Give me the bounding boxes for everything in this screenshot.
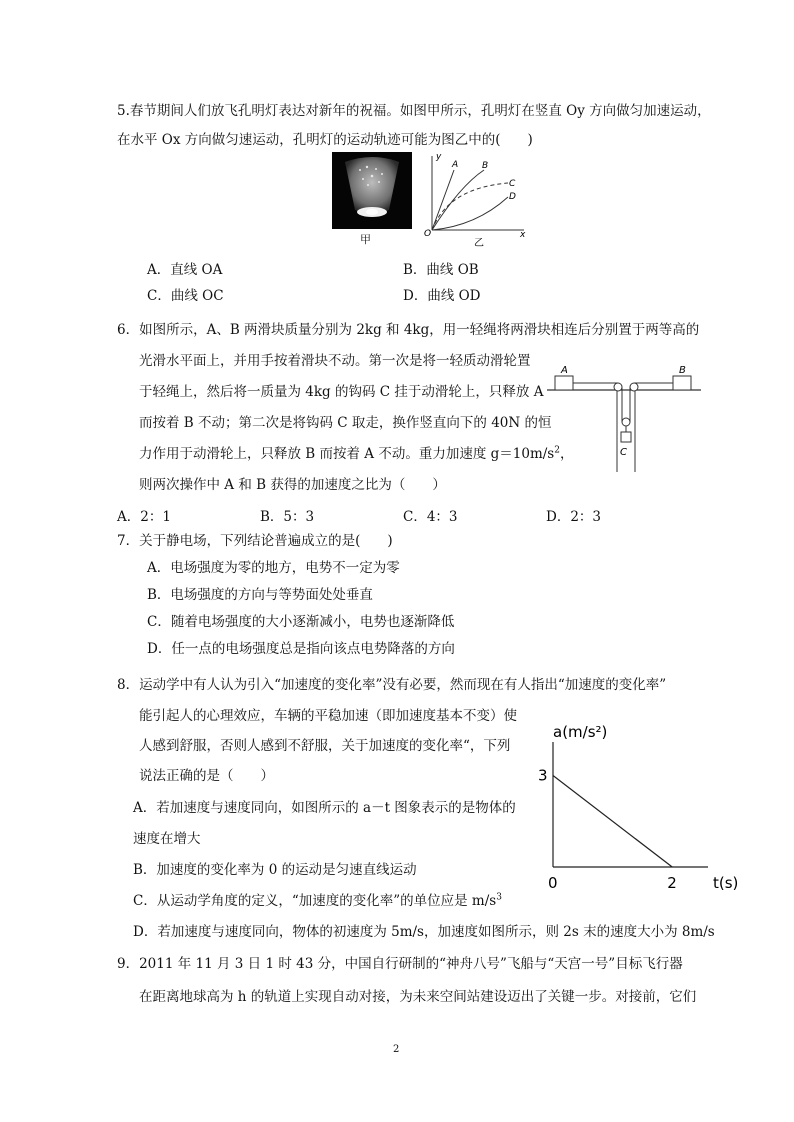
y-tick-label-0: 3 <box>538 766 548 785</box>
q7-option-c[interactable]: C．随着电场强度的大小逐渐减小，电势也逐渐降低 <box>147 614 455 630</box>
x-tick-label-1: 2 <box>667 874 677 892</box>
q6-line-1: 6．如图所示，A、B 两滑块质量分别为 2kg 和 4kg，用一轻绳将两滑块相连后分别置于两等高的 <box>117 322 700 338</box>
fig-yi-label: 乙 <box>474 238 484 249</box>
curve-b-label: B <box>482 161 489 171</box>
q5-option-a[interactable]: A．直线 OA <box>147 262 223 278</box>
q9-line-2: 在距离地球高为 h 的轨道上实现自动对接，为未来空间站建设迈出了关键一步。对接前，它们 <box>139 989 697 1005</box>
movable-pulley <box>622 418 630 426</box>
block-a-label: A <box>561 365 568 376</box>
chart-y-axis-label: a(m/s²) <box>553 723 608 741</box>
q6-line-3: 于轻绳上，然后将一质量为 4kg 的钩码 C 挂于动滑轮上，只释放 A <box>139 384 544 400</box>
trajectory-a <box>432 170 454 230</box>
fixed-pulley-left <box>614 383 622 391</box>
fig-jia-label: 甲 <box>360 233 371 246</box>
q8-option-a-line-2: 速度在增大 <box>133 831 201 847</box>
q8-line-1: 8．运动学中有人认为引入“加速度的变化率”没有必要，然而现在有人指出“加速度的变化率” <box>117 677 667 693</box>
trajectory-figure <box>418 150 530 250</box>
q6-option-d[interactable]: D．2：3 <box>546 509 602 525</box>
q7-option-b[interactable]: B．电场强度的方向与等势面处处垂直 <box>147 587 373 603</box>
q8-option-a-line-1[interactable]: A．若加速度与速度同向，如图所示的 a－t 图象表示的是物体的 <box>133 800 516 816</box>
q8-option-d[interactable]: D．若加速度与速度同向，物体的初速度为 5m/s，加速度如图所示，则 2s 末的速度大小为 8m/s <box>133 924 715 940</box>
curve-d-label: D <box>509 192 516 202</box>
q8-option-c[interactable]: C．从运动学角度的定义，“加速度的变化率”的单位应是 $m/s^3$ <box>133 892 502 909</box>
pulley-figure <box>545 362 705 477</box>
q5-line-1: 5.春节期间人们放飞孔明灯表达对新年的祝福。如图甲所示，孔明灯在竖直 Oy 方向做匀加速运动， <box>117 103 711 119</box>
fig-origin-label: O <box>424 229 432 239</box>
weight-c-label: C <box>620 447 627 458</box>
x-tick-label-0: 0 <box>548 874 558 892</box>
q5-option-d[interactable]: D．曲线 OD <box>403 288 481 304</box>
q6-line-2: 光滑水平面上，并用手按着滑块不动。第一次是将一轻质动滑轮置 <box>139 353 531 369</box>
kongming-lantern-photo <box>332 152 412 229</box>
q8-option-b[interactable]: B．加速度的变化率为 0 的运动是匀速直线运动 <box>133 862 417 878</box>
curve-a-label: A <box>452 160 459 170</box>
q9-line-1: 9．2011 年 11 月 3 日 1 时 43 分，中国自行研制的“神舟八号”飞船与“天宫一号”目标飞行器 <box>117 956 683 972</box>
q6-line-6: 则两次操作中 A 和 B 获得的加速度之比为（ ） <box>139 477 446 493</box>
fig-y-label: y <box>436 152 442 162</box>
q7-stem: 7．关于静电场，下列结论普遍成立的是( ) <box>117 533 393 549</box>
acceleration-time-chart <box>530 715 750 895</box>
q5-option-b[interactable]: B．曲线 OB <box>403 262 479 278</box>
block-b-label: B <box>679 365 686 376</box>
chart-x-axis-label: t(s) <box>713 874 739 892</box>
q5-line-2: 在水平 Ox 方向做匀速运动，孔明灯的运动轨迹可能为图乙中的( ) <box>117 132 533 148</box>
trajectory-b <box>432 170 484 230</box>
page-number: 2 <box>393 1044 400 1055</box>
q8-line-3: 人感到舒服，否则人感到不舒服，关于加速度的变化率“，下列 <box>139 738 511 754</box>
q8-line-2: 能引起人的心理效应，车辆的平稳加速（即加速度基本不变）使 <box>139 708 517 724</box>
q5-option-c[interactable]: C．曲线 OC <box>147 288 224 304</box>
weight-c <box>621 432 631 442</box>
q8-line-4: 说法正确的是（ ） <box>139 768 274 784</box>
block-b <box>673 376 691 390</box>
q6-option-c[interactable]: C．4：3 <box>403 509 458 525</box>
q6-line-5: 力作用于动滑轮上，只释放 B 而按着 A 不动。重力加速度 $g=10m/s^2$， <box>139 445 574 462</box>
q6-option-a[interactable]: A．2：1 <box>117 509 171 525</box>
q6-option-b[interactable]: B．5：3 <box>260 509 315 525</box>
fig-x-label: x <box>520 230 526 240</box>
block-a <box>555 376 573 390</box>
q7-option-a[interactable]: A．电场强度为零的地方，电势不一定为零 <box>147 560 400 576</box>
q6-line-4: 而按着 B 不动；第二次是将钩码 C 取走，换作竖直向下的 40N 的恒 <box>139 415 552 431</box>
series-line-0 <box>553 776 672 867</box>
fixed-pulley-right <box>630 383 638 391</box>
q7-option-d[interactable]: D．任一点的电场强度总是指向该点电势降落的方向 <box>147 641 455 657</box>
curve-c-label: C <box>509 179 516 189</box>
